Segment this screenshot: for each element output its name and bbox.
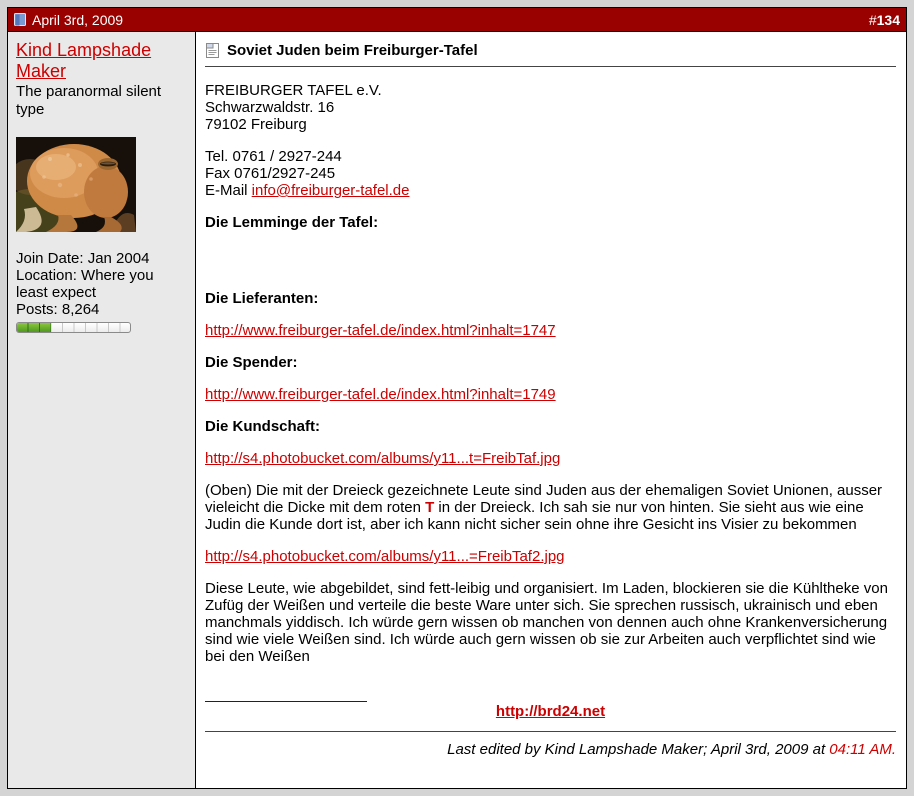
email-link[interactable]: info@freiburger-tafel.de bbox=[251, 182, 410, 199]
last-edited-note: Last edited by Kind Lampshade Maker; April 3rd, 2009 at 04:11 AM. bbox=[447, 741, 896, 758]
user-location: Location: Where you least expect bbox=[16, 267, 154, 301]
reputation-bar bbox=[16, 322, 131, 333]
post-title: Soviet Juden beim Freiburger-Tafel bbox=[227, 42, 478, 59]
heading-spender: Die Spender: bbox=[205, 354, 298, 371]
signature-link[interactable]: http://brd24.net bbox=[495, 703, 606, 720]
footer-divider bbox=[205, 731, 896, 732]
signature-area bbox=[205, 695, 896, 721]
post-document-icon bbox=[205, 42, 220, 59]
post-number-link[interactable]: #134 bbox=[868, 11, 900, 28]
post-header-bar bbox=[8, 8, 906, 32]
user-post-count: Posts: 8,264 bbox=[16, 301, 100, 318]
post-content bbox=[196, 32, 906, 788]
reputation-bar-fill bbox=[17, 323, 51, 332]
contact-block: Tel. 0761 / 2927-244 Fax 0761/2927-245 E-Mail info@freiburger-tafel.de bbox=[205, 148, 410, 199]
photo-link-2[interactable]: http://s4.photobucket.com/albums/y11...=FreibTaf2.jpg bbox=[205, 548, 565, 565]
paragraph-diese-leute: Diese Leute, wie abgebildet, sind fett-leibig und organisiert. Im Laden, blockieren sie die Kühltheke von Zufüg der Weißen und verteile die beste Ware unter sich. Sie sprechen russisch, ukrainisch und eben manchmals yiddisch. Ich würde gern wissen ob manchen von dennen auch ohne Krankenversicherung sind wie viele Weißen sind. Ich würde auch gern wissen ob sie zur Arbeiten auch verpflichtet sind wie bei den Weißen bbox=[205, 580, 888, 665]
user-sidebar bbox=[8, 32, 196, 788]
red-letter-t: T bbox=[425, 499, 435, 516]
signature-separator bbox=[205, 701, 367, 702]
paragraph-oben: (Oben) Die mit der Dreieck gezeichnete Leute sind Juden aus der ehemaligen Soviet Unionen, ausser vieleicht die Dicke mit dem roten T in der Dreieck. Ich sah sie nur von hinten. Sie sieht aus wie eine Judin die Kunde dort ist, aber ich kann nicht sicher sein ohne ihre Gesicht ins Visier zu bekommen bbox=[205, 482, 883, 533]
heading-kundschaft: Die Kundschaft: bbox=[205, 418, 321, 435]
post-date: April 3rd, 2009 bbox=[32, 11, 124, 28]
username-link[interactable]: Kind Lampshade Maker bbox=[16, 40, 152, 81]
heading-lemminge: Die Lemminge der Tafel: bbox=[205, 214, 379, 231]
blank-space bbox=[205, 231, 896, 275]
blue-page-icon bbox=[14, 13, 26, 26]
kundschaft-photo-link[interactable]: http://s4.photobucket.com/albums/y11...t=FreibTaf.jpg bbox=[205, 450, 561, 467]
lieferanten-link[interactable]: http://www.freiburger-tafel.de/index.html?inhalt=1747 bbox=[205, 322, 556, 339]
address-block: FREIBURGER TAFEL e.V. Schwarzwaldstr. 16 79102 Freiburg bbox=[205, 82, 382, 133]
last-edited-time: 04:11 AM bbox=[829, 741, 892, 758]
title-divider bbox=[205, 66, 896, 67]
forum-post bbox=[7, 7, 907, 789]
spender-link[interactable]: http://www.freiburger-tafel.de/index.html?inhalt=1749 bbox=[205, 386, 556, 403]
heading-lieferanten: Die Lieferanten: bbox=[205, 290, 319, 307]
user-title: The paranormal silent type bbox=[16, 83, 162, 118]
user-avatar-octopus-image bbox=[16, 137, 136, 232]
user-join-date: Join Date: Jan 2004 bbox=[16, 250, 150, 267]
